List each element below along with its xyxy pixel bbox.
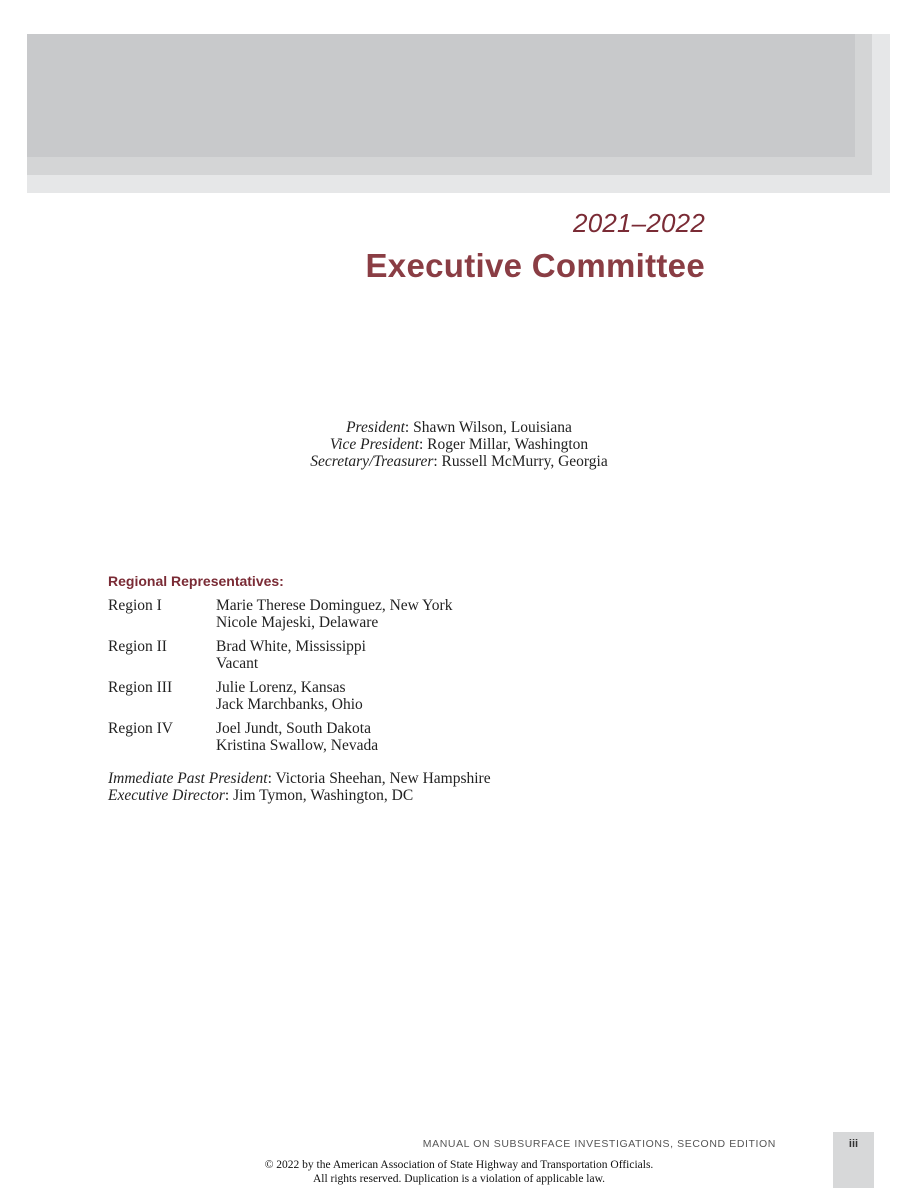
immediate-past-president: Immediate Past President: Victoria Sheehan, New Hampshire [108,770,491,787]
region-member: Julie Lorenz, Kansas [216,679,346,696]
region-row [108,721,452,754]
copyright-notice [230,1158,688,1186]
region-label: Region I [108,597,162,614]
copyright-line: All rights reserved. Duplication is a violation of applicable law. [312,1173,606,1185]
region-member: Joel Jundt, South Dakota [216,720,371,737]
region-row [108,639,452,672]
region-members [216,721,378,754]
region-row [108,680,452,713]
region-row [108,598,452,631]
officer-president: President: Shawn Wilson, Louisiana [346,419,572,436]
officers-list [200,419,718,470]
region-label: Region IV [108,720,174,737]
committee-years: 2021–2022 [573,208,705,238]
copyright-line: © 2022 by the American Association of State Highway and Transportation Officials. [264,1159,654,1171]
region-member: Nicole Majeski, Delaware [216,613,379,631]
region-members [216,598,452,631]
officer-secretary-treasurer: Secretary/Treasurer: Russell McMurry, Georgia [310,453,608,470]
region-member: Marie Therese Dominguez, New York [216,597,453,614]
manual-title: MANUAL ON SUBSURFACE INVESTIGATIONS, SECOND EDITION [422,1138,776,1150]
executive-director: Executive Director: Jim Tymon, Washington, DC [108,787,414,804]
region-label: Region III [108,679,173,696]
officer-vice-president: Vice President: Roger Millar, Washington [329,436,589,453]
region-member: Brad White, Mississippi [216,638,366,655]
regions-list [108,598,452,762]
header-band-dark [27,34,855,157]
page-title: Executive Committee [365,247,705,284]
regional-heading: Regional Representatives: [108,573,284,589]
region-members [216,680,363,713]
region-members [216,639,366,672]
region-member: Vacant [216,654,259,672]
other-officers [108,770,491,804]
region-member: Jack Marchbanks, Ohio [216,695,363,713]
page-number: iii [848,1138,859,1150]
region-label: Region II [108,638,167,655]
region-member: Kristina Swallow, Nevada [216,736,379,754]
